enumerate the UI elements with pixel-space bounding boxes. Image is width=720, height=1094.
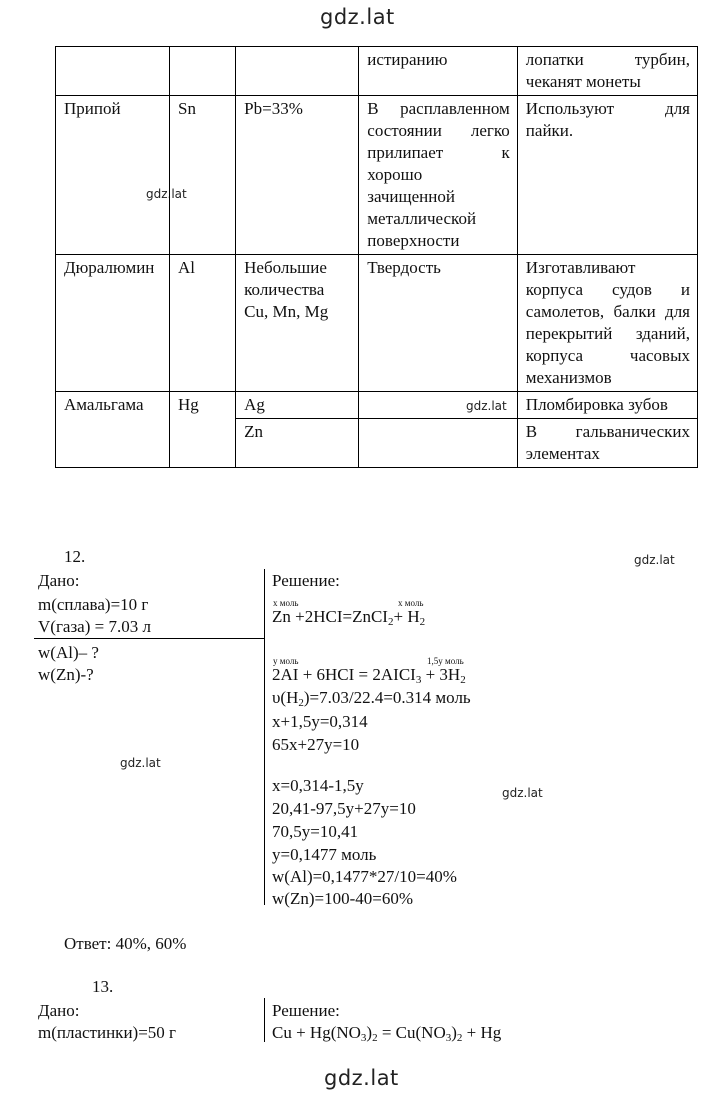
calc-line: w(Al)=0,1477*27/10=40% — [272, 867, 457, 886]
table-cell: Sn — [170, 96, 236, 255]
calc-line: 20,41-97,5y+27y=10 — [272, 799, 416, 818]
watermark-3: gdz.lat — [634, 553, 675, 567]
watermark-2: gdz.lat — [466, 399, 507, 413]
watermark-top: gdz.lat — [320, 5, 395, 29]
table-row — [56, 392, 698, 419]
table-cell: Небольшие количества Cu, Mn, Mg — [236, 255, 359, 392]
given-label: Дано: — [38, 1001, 80, 1020]
calc-line: w(Zn)=100-40=60% — [272, 889, 413, 908]
given-item: m(пластинки)=50 г — [38, 1023, 177, 1042]
table-cell: Пломбировка зубов — [517, 392, 697, 419]
table-cell — [56, 47, 170, 96]
table-cell: Амальгама — [56, 392, 170, 468]
table-cell: Твердость — [359, 255, 518, 392]
solution-label: Решение: — [272, 1001, 340, 1020]
table-cell: Ag — [236, 392, 359, 419]
mole-note: у моль — [273, 656, 299, 666]
solution-label: Решение: — [272, 571, 340, 590]
table-cell: Дюралюмин — [56, 255, 170, 392]
answer: Ответ: 40%, 60% — [64, 934, 187, 953]
watermark-5: gdz.lat — [502, 786, 543, 800]
table-row — [56, 96, 698, 255]
table-cell: Изготавливают корпуса судов и самолетов, балки для перекрытий зданий, корпуса часовых механизмов — [517, 255, 697, 392]
divider-vertical — [264, 569, 265, 905]
table-cell: Припой — [56, 96, 170, 255]
watermark-1: gdz.lat — [146, 187, 187, 201]
given-item: V(газа) = 7.03 л — [38, 617, 151, 636]
calc-line: x=0,314-1,5y — [272, 776, 364, 795]
table-row — [56, 47, 698, 96]
calc-line: $\upsilon(H_2)=7.03/22.4=0.314$ моль — [272, 688, 471, 709]
table-cell: Hg — [170, 392, 236, 468]
alloys-table — [55, 46, 698, 468]
table-cell — [236, 47, 359, 96]
mole-note: х моль — [398, 598, 424, 608]
table-row — [56, 255, 698, 392]
given-label: Дано: — [38, 571, 80, 590]
divider-vertical — [264, 998, 265, 1042]
table-cell: Zn — [236, 419, 359, 468]
table-cell: В расплавленном состоянии легко прилипает к хорошо зачищенной металлической поверхности — [359, 96, 518, 255]
given-item: m(сплава)=10 г — [38, 595, 149, 614]
table-cell — [359, 392, 518, 419]
watermark-bottom: gdz.lat — [324, 1066, 399, 1090]
table-cell: Pb=33% — [236, 96, 359, 255]
calc-line: 65x+27y=10 — [272, 735, 360, 754]
table-cell: истиранию — [359, 47, 518, 96]
table-cell — [359, 419, 518, 468]
mole-note: 1,5у моль — [427, 656, 464, 666]
table-cell: Al — [170, 255, 236, 392]
mole-note: х моль — [273, 598, 299, 608]
find-item: w(Al)– ? — [38, 643, 99, 662]
equation-copper: $Cu + Hg(NO_3)_2 = Cu(NO_3)_2 + Hg$ — [272, 1023, 502, 1044]
divider-horizontal — [34, 638, 264, 639]
table-cell — [170, 47, 236, 96]
table-cell: лопатки турбин, чеканят монеты — [517, 47, 697, 96]
problem-number: 13. — [92, 977, 114, 996]
calc-line: 70,5y=10,41 — [272, 822, 359, 841]
find-item: w(Zn)-? — [38, 665, 94, 684]
problem-number: 12. — [64, 547, 86, 566]
equation-aluminium: $2AI + 6HCI = 2AICI_3 + 3H_2$ — [272, 665, 466, 686]
watermark-4: gdz.lat — [120, 756, 161, 770]
table-cell: Используют для пайки. — [517, 96, 697, 255]
calc-line: y=0,1477 моль — [272, 845, 377, 864]
table-cell: В гальванических элементах — [517, 419, 697, 468]
calc-line: x+1,5y=0,314 — [272, 712, 368, 731]
equation-zinc: Zn +2HCI=ZnCI$_2$+ $H_2$ — [272, 607, 426, 628]
